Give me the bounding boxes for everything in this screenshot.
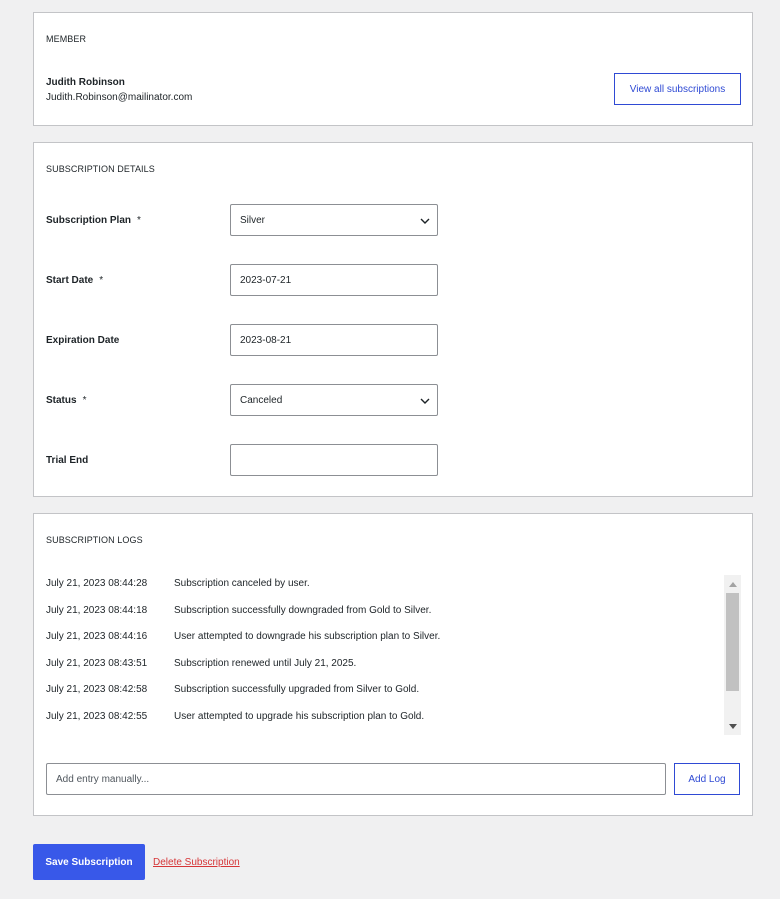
subscription-details-title: SUBSCRIPTION DETAILS xyxy=(46,164,155,174)
delete-subscription-link[interactable]: Delete Subscription xyxy=(153,857,240,868)
subscription-plan-label: Subscription Plan * xyxy=(46,215,141,226)
scroll-up-arrow-icon[interactable] xyxy=(724,575,741,592)
subscription-logs-card xyxy=(33,513,753,816)
add-log-button[interactable]: Add Log xyxy=(674,763,740,795)
member-card xyxy=(33,12,753,126)
chevron-down-icon xyxy=(419,395,431,407)
start-date-label: Start Date * xyxy=(46,275,104,286)
subscription-plan-select[interactable] xyxy=(230,204,438,236)
expiration-date-label: Expiration Date xyxy=(46,335,120,346)
log-date: July 21, 2023 08:44:16 xyxy=(46,631,148,642)
save-subscription-button[interactable]: Save Subscription xyxy=(33,844,145,880)
log-date: July 21, 2023 08:44:28 xyxy=(46,578,148,589)
log-date: July 21, 2023 08:44:18 xyxy=(46,605,148,616)
log-message: Subscription renewed until July 21, 2025. xyxy=(174,658,357,669)
log-message: Subscription canceled by user. xyxy=(174,578,310,589)
start-date-input[interactable] xyxy=(230,264,438,296)
trial-end-input[interactable] xyxy=(230,444,438,476)
subscription-logs-title: SUBSCRIPTION LOGS xyxy=(46,535,143,545)
logs-scrollbar[interactable] xyxy=(724,575,741,735)
scrollbar-thumb[interactable] xyxy=(726,593,739,691)
logs-list[interactable] xyxy=(46,574,726,734)
subscription-details-card xyxy=(33,142,753,497)
log-message: User attempted to downgrade his subscription plan to Silver. xyxy=(174,631,441,642)
log-date: July 21, 2023 08:42:58 xyxy=(46,684,148,695)
status-label: Status * xyxy=(46,395,87,406)
status-select[interactable] xyxy=(230,384,438,416)
log-date: July 21, 2023 08:42:55 xyxy=(46,711,148,722)
chevron-down-icon xyxy=(419,215,431,227)
member-title: MEMBER xyxy=(46,34,87,44)
scroll-down-arrow-icon[interactable] xyxy=(724,718,741,735)
log-message: User attempted to upgrade his subscription plan to Gold. xyxy=(174,711,425,722)
add-log-entry-input[interactable] xyxy=(46,763,666,795)
trial-end-label: Trial End xyxy=(46,455,89,466)
view-all-subscriptions-button[interactable]: View all subscriptions xyxy=(614,73,741,105)
log-date: July 21, 2023 08:43:51 xyxy=(46,658,148,669)
expiration-date-input[interactable] xyxy=(230,324,438,356)
status-value: Canceled xyxy=(240,394,283,406)
member-email: Judith.Robinson@mailinator.com xyxy=(46,92,193,103)
log-message: Subscription successfully upgraded from Silver to Gold. xyxy=(174,684,420,695)
subscription-plan-value: Silver xyxy=(240,214,266,226)
expiration-date-value: 2023-08-21 xyxy=(240,334,292,346)
log-message: Subscription successfully downgraded from Gold to Silver. xyxy=(174,605,432,616)
member-name: Judith Robinson xyxy=(46,77,125,88)
start-date-value: 2023-07-21 xyxy=(240,274,292,286)
